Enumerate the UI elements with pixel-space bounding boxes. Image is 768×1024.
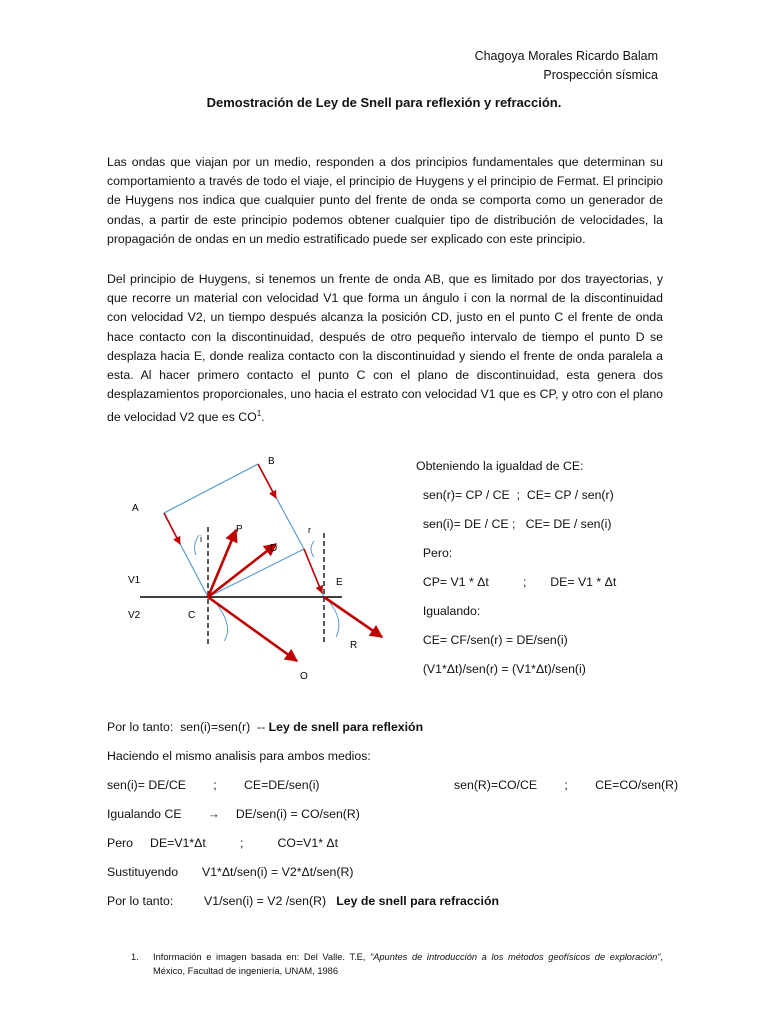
label-e: E (336, 577, 343, 588)
eq-snell-left: sen(i)= DE/CE ; CE=DE/sen(i) (107, 778, 320, 792)
footnote-ref: 1 (256, 409, 262, 419)
label-r: r (308, 525, 311, 535)
label-r-refracted: R (350, 640, 358, 651)
paragraph-wavefront-text: Del principio de Huygens, si tenemos un frente de onda AB, que es limitado por dos trayectorias, y que recorre un material con velocidad V1 que forma un ángulo i con la normal de la discontinuidad con velocidad V2, un tiempo después alcanza la posición CD, justo en el punto C el frente de onda hace contacto con la discontinuidad, después de otro pequeño intervalo de tiempo el punto D se desplaza hacia E, donde realiza contacto con la discontinuidad y siendo el frente de onda paralela a esta. Al hacer primero contacto el punto C con el plano de discontinuidad, esta genera dos desplazamientos proporcionales, uno hacia el estrato con velocidad V1 que es CP, y otro con el plano de velocidad V2 que es CO (107, 272, 663, 425)
eq-snell-right: sen(R)=CO/CE ; CE=CO/sen(R) (454, 778, 679, 792)
label-c: C (188, 610, 196, 621)
label-i: i (200, 534, 202, 544)
reflection-conclusion (107, 720, 423, 734)
paragraph-huygens-intro: Las ondas que viajan por un medio, responden a dos principios fundamentales que determinan su comportamiento a través de todo el viaje, el principio de Huygens y el principio de Fermat. El principio de Huygens nos indica que cualquier punto del frente de onda se comporta como un generador de ondas, a partir de este principio podemos obtener cualquier tipo de distribución de velocidades, la propagación de ondas en un medio estratificado puede ser explicado con este principio. (107, 155, 663, 246)
angle-r-arc (311, 541, 314, 557)
ray-a-arrow (164, 513, 180, 544)
label-v1: V1 (128, 575, 141, 586)
label-b: B (268, 456, 275, 467)
footnote-text-b: , México, Facultad de ingeniería, UNAM, 1986 (153, 952, 663, 976)
angle-e-arc (330, 603, 339, 637)
eq-sen-r: sen(r)= CP / CE ; CE= CP / sen(r) (416, 488, 614, 502)
footnote-text (153, 950, 663, 978)
paragraph-wavefront: Del principio de Huygens, si tenemos un frente de onda AB, que es limitado por dos trayectorias, y que recorre un material con velocidad V1 que forma un ángulo i con la normal de la discontinuidad con velocidad V2, un tiempo después alcanza la posición CD, justo en el punto C el frente de onda hace contacto con la discontinuidad, después de otro pequeño intervalo de tiempo el punto D se desplaza hacia E, donde realiza contacto con la discontinuidad y siendo el frente de onda paralela a esta. Al hacer primero contacto el punto C con el plano de discontinuidad, esta genera dos desplazamientos proporcionales, uno hacia el estrato con velocidad V1 que es CP, y otro con el plano de velocidad V2 que es $CO^1$. (107, 272, 663, 425)
snell-diagram (100, 445, 400, 695)
angle-i-arc (195, 535, 199, 555)
wavefront-cd (208, 549, 304, 597)
eq-heading: Obteniendo la igualdad de CE: (416, 459, 584, 473)
footnote-book-title: “Apuntes de introducción a los métodos geofísicos de exploración” (370, 952, 661, 962)
eq-ce: CE= CF/sen(r) = DE/sen(i) (416, 633, 568, 647)
refraction-conclusion (107, 894, 499, 908)
eq-pero: Pero: (416, 546, 453, 560)
footnote-text-a: Información e imagen basada en: Del Valle. T.E, (153, 952, 371, 962)
substituting-line: Sustituyendo V1*Δt/sen(i) = V2*Δt/sen(R) (107, 865, 354, 879)
author-block (475, 47, 658, 85)
ray-co-arrow (208, 597, 297, 661)
author-name: Chagoya Morales Ricardo Balam (474, 49, 658, 63)
wavefront-ab (164, 464, 258, 513)
equate-ce-line (107, 807, 360, 821)
label-v2: V2 (128, 610, 141, 621)
label-a: A (132, 503, 139, 514)
eq-v1: (V1*Δt)/sen(r) = (V1*Δt)/sen(i) (416, 662, 586, 676)
footnote-number: 1. (131, 952, 139, 962)
eq-cp-de: CP= V1 * Δt ; DE= V1 * Δt (416, 575, 617, 589)
course-name: Prospección sísmica (543, 68, 658, 82)
label-d: D (270, 543, 278, 554)
document-title: Demostración de Ley de Snell para reflexión y refracción. (206, 95, 562, 110)
ray-er-arrow (324, 597, 382, 637)
equation-block (416, 458, 616, 690)
eq-igualando: Igualando: (416, 604, 481, 618)
pero-line: Pero DE=V1*Δt ; CO=V1* Δt (107, 836, 339, 850)
label-o: O (300, 671, 308, 682)
arrow-right-icon: → (207, 807, 220, 821)
equate-label: Igualando CE (107, 807, 182, 821)
reflection-law: Ley de snell para reflexión (268, 720, 424, 734)
refraction-law: Ley de snell para refracción (336, 894, 499, 908)
equate-expression: DE/sen(i) = CO/sen(R) (235, 807, 360, 821)
label-p: P (236, 524, 243, 535)
reflection-prefix: Por lo tanto: sen(i)=sen(r) -- (107, 720, 269, 734)
ray-b-arrow (258, 464, 276, 498)
refraction-prefix: Por lo tanto: V1/sen(i) = V2 /sen(R) (107, 894, 337, 908)
eq-sen-i: sen(i)= DE / CE ; CE= DE / sen(i) (416, 517, 612, 531)
analysis-line: Haciendo el mismo analisis para ambos medios: (107, 749, 371, 763)
